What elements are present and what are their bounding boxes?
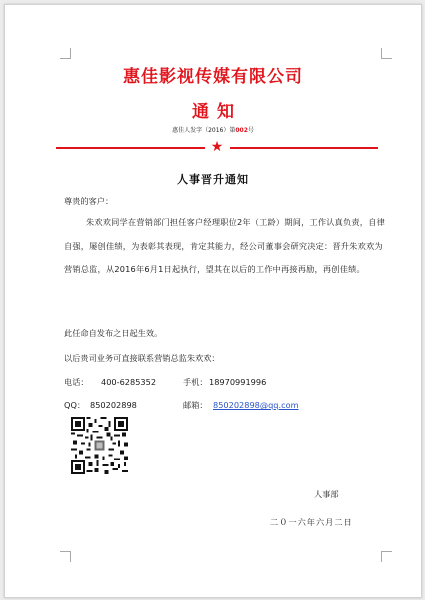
phone-number: 400-6285352 xyxy=(101,377,157,387)
notice-body: 朱欢欢同学在营销部门担任客户经理职位2年（工龄）期间，工作认真负责，自律自强，屡创佳绩，为表彰其表现，肯定其能力，经公司董事会研究决定：晋升朱欢欢为营销总监，从2016年6月1日起执行，望其在以后的工作中再接再励，再创佳绩。 xyxy=(64,217,385,274)
qq-label: QQ： xyxy=(64,400,86,410)
document-number xyxy=(5,125,421,134)
mobile-number: 18970991996 xyxy=(209,377,267,387)
crop-mark-top-left xyxy=(60,48,71,59)
greeting: 尊贵的客户： xyxy=(64,196,114,206)
crop-mark-bottom-right xyxy=(381,551,392,562)
document-number-suffix: 号 xyxy=(247,127,254,134)
company-name: 惠佳影视传媒有限公司 xyxy=(123,67,303,87)
crop-mark-top-right xyxy=(381,48,392,59)
qq-number: 850202898 xyxy=(90,400,137,410)
email-label: 邮箱： xyxy=(183,400,208,410)
red-divider-right xyxy=(230,147,378,149)
issue-date: 二０一六年六月二日 xyxy=(270,517,353,527)
star-icon: ★ xyxy=(210,139,224,155)
email-link[interactable]: 850202898@qq.com xyxy=(213,400,299,410)
contact-intro: 以后贵司业务可直接联系营销总监朱欢欢： xyxy=(64,353,220,363)
document-number-prefix: 惠佳人发字（2016）第 xyxy=(172,127,236,134)
crop-mark-bottom-left xyxy=(60,551,71,562)
effective-statement: 此任命自发布之日起生效。 xyxy=(64,328,163,338)
mobile-label: 手机： xyxy=(183,377,208,387)
notice-heading: 人事晋升通知 xyxy=(177,173,249,186)
qr-code-icon xyxy=(71,417,128,474)
phone-label: 电话： xyxy=(64,377,89,387)
document-number-value: 002 xyxy=(235,127,248,134)
issuing-department: 人事部 xyxy=(314,489,339,499)
notice-title: 通知 xyxy=(192,102,242,122)
red-divider-left xyxy=(56,147,205,149)
document-page xyxy=(4,4,422,598)
